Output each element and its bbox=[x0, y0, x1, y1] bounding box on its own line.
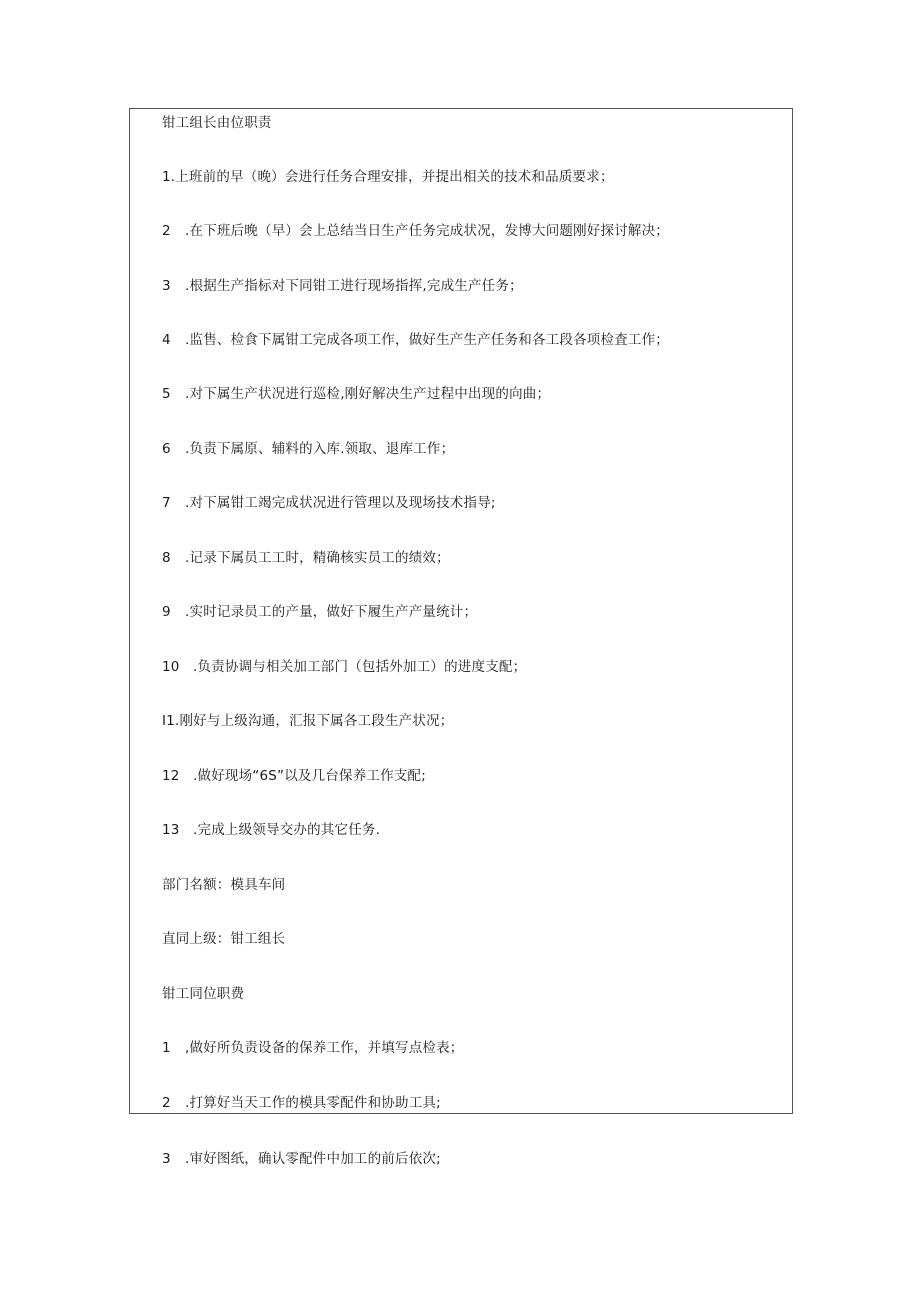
list-item bbox=[162, 1094, 441, 1112]
department-line: 部门名额：模具车间 bbox=[162, 877, 286, 893]
item-number: 13 bbox=[162, 822, 180, 838]
item-text: .对下属生产状况进行巡检,刚好解决生产过程中出现的向曲； bbox=[185, 386, 551, 402]
list-item bbox=[162, 277, 523, 295]
item-number: 5 bbox=[162, 386, 171, 402]
item-text: .在下班后晚（早）会上总结当日生产任务完成状况，发博大问题刚好探讨解决； bbox=[185, 223, 669, 239]
list-item bbox=[162, 331, 669, 349]
item-number: 3 bbox=[162, 278, 171, 294]
list-item bbox=[162, 440, 454, 458]
item-number: 10 bbox=[162, 659, 180, 675]
item-text: .负责协调与相关加工部门（包括外加工）的进度支配； bbox=[193, 659, 527, 675]
list-item bbox=[162, 494, 496, 512]
item-number: 1 bbox=[162, 1040, 171, 1056]
list-item bbox=[162, 821, 380, 839]
item-number: 8 bbox=[162, 550, 171, 566]
item-text: .记录下属员工工时，精确核实员工的绩效； bbox=[185, 550, 450, 566]
item-text: .做好现场“6S”以及几台保养工作支配; bbox=[193, 768, 426, 784]
list-item bbox=[162, 767, 426, 785]
item-number: I1. bbox=[162, 713, 180, 729]
item-number: 9 bbox=[162, 604, 171, 620]
superior-line: 直同上级：钳工组长 bbox=[162, 931, 286, 947]
list-item bbox=[162, 712, 453, 730]
item-text: ,做好所负责设备的保养工作，并填写点检表； bbox=[185, 1040, 464, 1056]
item-number: 3 bbox=[162, 1151, 171, 1167]
item-text: .审好图纸，确认零配件中加工的前后依次; bbox=[185, 1151, 441, 1167]
item-text: .对下属钳工竭完成状况进行管理以及现场技术指导; bbox=[185, 495, 496, 511]
item-number: 6 bbox=[162, 441, 171, 457]
item-number: 1. bbox=[162, 169, 176, 185]
list-item bbox=[162, 1150, 441, 1168]
item-text: .实时记录员工的产量，做好下履生产产量统计； bbox=[185, 604, 478, 620]
item-number: 7 bbox=[162, 495, 171, 511]
item-text: .完成上级领导交办的其它任务. bbox=[193, 822, 381, 838]
item-text: .监售、检食下属钳工完成各项工作，做好生产生产任务和各工段各项检査工作； bbox=[185, 332, 669, 348]
item-text: .打算好当天工作的模具零配件和协助工具; bbox=[185, 1095, 441, 1111]
item-text: .根据生产指标对下同钳工进行现场指挥,完成生产任务； bbox=[185, 278, 523, 294]
item-text: 刚好与上级沟通，汇报下属各工段生产状况； bbox=[179, 713, 454, 729]
section-title-fitter-duties: 钳工同位职费 bbox=[162, 986, 245, 1002]
section-title-leader-duties: 钳工组长由位职责 bbox=[162, 115, 272, 131]
list-item bbox=[162, 385, 550, 403]
item-text: 上班前的早（晚）会进行任务合理安排，并提出相关的技术和品质要求； bbox=[175, 169, 614, 185]
item-number: 12 bbox=[162, 768, 180, 784]
item-number: 2 bbox=[162, 1095, 171, 1111]
item-number: 2 bbox=[162, 223, 171, 239]
item-text: .负责下属原、辅料的入库.领取、退库工作； bbox=[185, 441, 455, 457]
item-number: 4 bbox=[162, 332, 171, 348]
list-item bbox=[162, 658, 526, 676]
list-item bbox=[162, 1039, 464, 1057]
list-item bbox=[162, 168, 614, 186]
list-item bbox=[162, 222, 669, 240]
list-item bbox=[162, 549, 450, 567]
list-item bbox=[162, 603, 477, 621]
